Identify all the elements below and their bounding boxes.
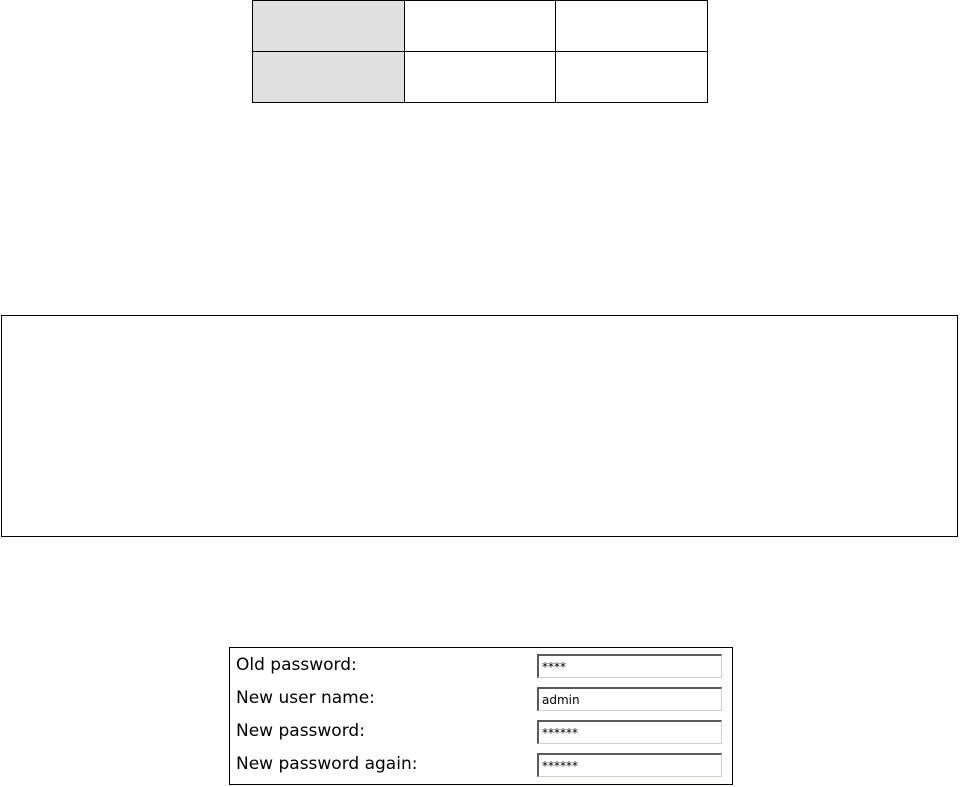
new-user-name-row [230, 684, 732, 717]
table-cell [556, 1, 708, 52]
table-cell [404, 52, 556, 103]
table-cell [556, 52, 708, 103]
change-password-form [229, 647, 733, 785]
old-password-label: Old password: [236, 655, 357, 675]
new-password-again-input[interactable] [537, 753, 722, 777]
new-user-name-label: New user name: [236, 688, 375, 708]
new-password-input[interactable] [537, 720, 722, 744]
new-password-again-row [230, 750, 732, 783]
old-password-input[interactable] [537, 654, 722, 678]
new-password-again-label: New password again: [236, 754, 418, 774]
old-password-row [230, 651, 732, 684]
table-header-cell [253, 1, 405, 52]
table-row [253, 1, 708, 52]
new-user-name-input[interactable] [537, 687, 722, 711]
new-password-row [230, 717, 732, 750]
empty-bordered-box [1, 315, 958, 537]
empty-grid-table [252, 0, 708, 103]
table-row [253, 52, 708, 103]
table-cell [404, 1, 556, 52]
table-header-cell [253, 52, 405, 103]
new-password-label: New password: [236, 721, 365, 741]
